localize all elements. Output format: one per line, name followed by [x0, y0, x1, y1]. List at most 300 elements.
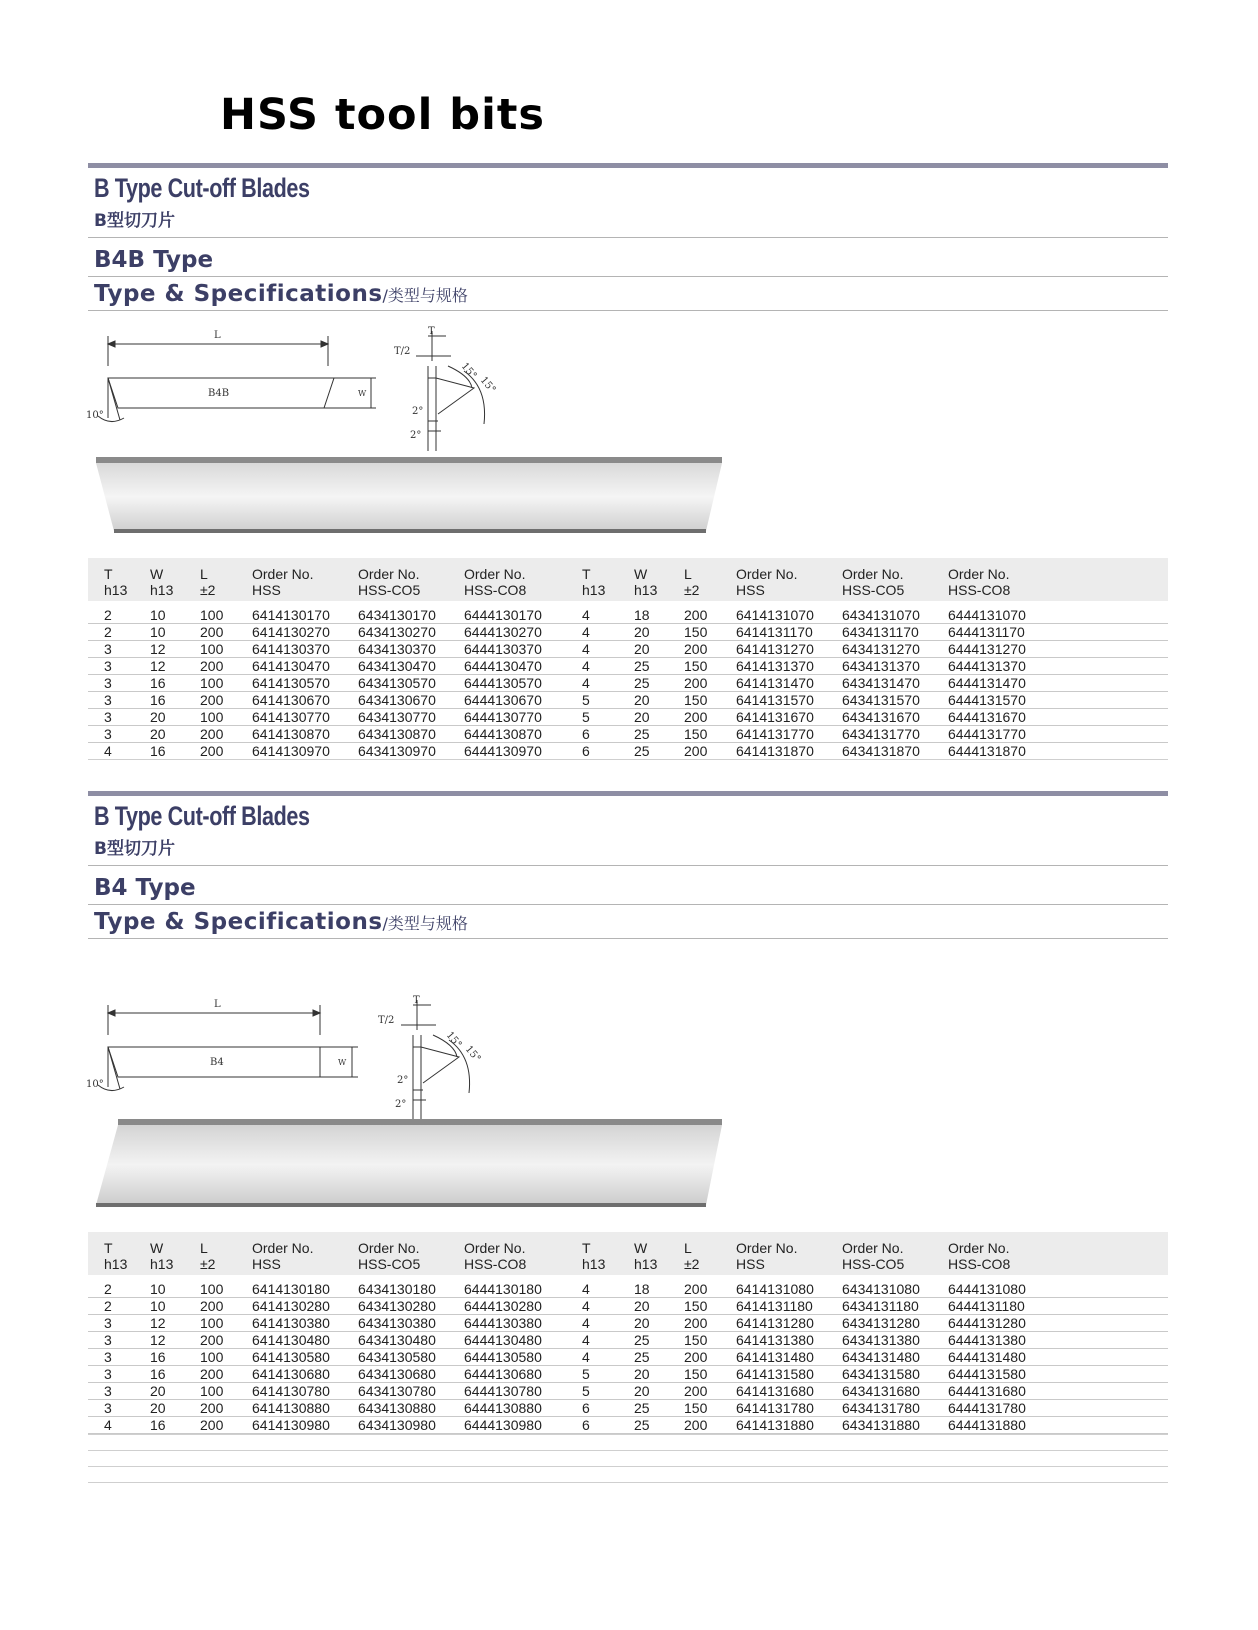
- table-cell: 4: [582, 1332, 634, 1349]
- table-cell: 100: [200, 1275, 252, 1298]
- table-cell: 100: [200, 1315, 252, 1332]
- dim-angle-d: 2°: [410, 430, 422, 441]
- table-cell: 3: [88, 658, 150, 675]
- table-cell: 4: [88, 1417, 150, 1434]
- table-cell: 3: [88, 1332, 150, 1349]
- table-cell: 20: [634, 1315, 684, 1332]
- table-row: [88, 1417, 1168, 1434]
- table-cell: 100: [200, 641, 252, 658]
- table-cell: 6444130580: [464, 1349, 582, 1366]
- table-cell: 10: [150, 1275, 200, 1298]
- column-header: [736, 558, 842, 601]
- table-cell: 6434130770: [358, 709, 464, 726]
- table-cell: 5: [582, 692, 634, 709]
- table-cell: 6414130270: [252, 624, 358, 641]
- table-cell: 4: [582, 1349, 634, 1366]
- column-header-line: h13: [634, 582, 658, 598]
- table-cell: 18: [634, 1275, 684, 1298]
- table-cell: 6444131280: [948, 1315, 1168, 1332]
- column-header-line: Order No.: [464, 1240, 526, 1256]
- spec-heading-cn: /类型与规格: [382, 286, 468, 305]
- table-cell: 12: [150, 1332, 200, 1349]
- table-cell: 150: [684, 692, 736, 709]
- column-header: [358, 1232, 464, 1275]
- table-cell: 4: [582, 1275, 634, 1298]
- table-cell: 20: [634, 1383, 684, 1400]
- table-cell: 6434130670: [358, 692, 464, 709]
- table-cell: 200: [684, 709, 736, 726]
- table-row: [88, 1275, 1168, 1298]
- table-row: [88, 709, 1168, 726]
- table-cell: 16: [150, 1417, 200, 1434]
- spec-heading: Type & Specifications/类型与规格: [94, 281, 468, 307]
- table-cell: 20: [634, 641, 684, 658]
- table-cell: 3: [88, 726, 150, 743]
- table-cell: 20: [150, 726, 200, 743]
- table-cell: 6414130880: [252, 1400, 358, 1417]
- divider: [88, 904, 1168, 905]
- table-cell: 200: [684, 675, 736, 692]
- divider: [88, 1450, 1168, 1451]
- dim-angle-a: 15°: [443, 1029, 464, 1051]
- table-cell: 6434131280: [842, 1315, 948, 1332]
- table-cell: 200: [200, 726, 252, 743]
- blade-photo: [94, 1117, 734, 1211]
- table-cell: 6444131780: [948, 1400, 1168, 1417]
- table-cell: 6444130370: [464, 641, 582, 658]
- column-header-line: h13: [150, 1256, 174, 1272]
- table-cell: 6414131580: [736, 1366, 842, 1383]
- column-header-line: T: [104, 566, 113, 582]
- column-header-line: W: [150, 566, 164, 582]
- column-header: [948, 1232, 1168, 1275]
- table-cell: 3: [88, 1400, 150, 1417]
- table-row: [88, 1298, 1168, 1315]
- table-cell: 6444131180: [948, 1298, 1168, 1315]
- table-cell: 3: [88, 692, 150, 709]
- column-header: [634, 558, 684, 601]
- table-cell: 20: [634, 692, 684, 709]
- column-header-line: L: [684, 566, 692, 582]
- table-cell: 4: [582, 624, 634, 641]
- table-row: [88, 1400, 1168, 1417]
- table-cell: 6444131770: [948, 726, 1168, 743]
- dim-angle-tip: 10°: [86, 410, 104, 421]
- column-header-line: HSS: [252, 1256, 281, 1272]
- table-cell: 6434131080: [842, 1275, 948, 1298]
- table-cell: 25: [634, 675, 684, 692]
- table-cell: 6444131470: [948, 675, 1168, 692]
- table-cell: 6444130280: [464, 1298, 582, 1315]
- table-cell: 6434131380: [842, 1332, 948, 1349]
- table-cell: 6434130680: [358, 1366, 464, 1383]
- table-cell: 6444130380: [464, 1315, 582, 1332]
- table-cell: 6414131880: [736, 1417, 842, 1434]
- column-header: [736, 1232, 842, 1275]
- section-title: B Type Cut-off Blades: [94, 173, 310, 203]
- table-cell: 10: [150, 1298, 200, 1315]
- table-cell: 6434131070: [842, 601, 948, 624]
- table-cell: 6434131780: [842, 1400, 948, 1417]
- divider: [88, 310, 1168, 311]
- table-cell: 6414131180: [736, 1298, 842, 1315]
- table-cell: 6414131380: [736, 1332, 842, 1349]
- table-cell: 6444130880: [464, 1400, 582, 1417]
- table-cell: 3: [88, 709, 150, 726]
- table-cell: 100: [200, 601, 252, 624]
- dim-angle-a: 15°: [458, 360, 479, 382]
- table-cell: 20: [150, 1383, 200, 1400]
- table-cell: 6434130280: [358, 1298, 464, 1315]
- section-title: B Type Cut-off Blades: [94, 801, 310, 831]
- table-cell: 2: [88, 601, 150, 624]
- table-cell: 200: [684, 1349, 736, 1366]
- table-cell: 5: [582, 1366, 634, 1383]
- table-cell: 6444131870: [948, 743, 1168, 760]
- column-header-line: Order No.: [842, 1240, 904, 1256]
- column-header: [252, 1232, 358, 1275]
- table-header: [88, 1232, 1168, 1275]
- table-cell: 6444130180: [464, 1275, 582, 1298]
- column-header-line: ±2: [200, 1256, 216, 1272]
- column-header: [634, 1232, 684, 1275]
- spec-table: [88, 1232, 1168, 1434]
- table-row: [88, 624, 1168, 641]
- column-header-line: W: [150, 1240, 164, 1256]
- table-cell: 6: [582, 1417, 634, 1434]
- column-header: [358, 558, 464, 601]
- table-cell: 150: [684, 658, 736, 675]
- column-header-line: HSS-CO8: [948, 1256, 1011, 1272]
- divider: [88, 865, 1168, 866]
- table-cell: 200: [200, 743, 252, 760]
- table-cell: 6434131870: [842, 743, 948, 760]
- table-cell: 6414130870: [252, 726, 358, 743]
- divider: [88, 1434, 1168, 1435]
- table-cell: 6434130780: [358, 1383, 464, 1400]
- table-cell: 6444130780: [464, 1383, 582, 1400]
- table-row: [88, 1332, 1168, 1349]
- table-cell: 5: [582, 1383, 634, 1400]
- table-cell: 6444131880: [948, 1417, 1168, 1434]
- table-cell: 12: [150, 658, 200, 675]
- divider: [88, 237, 1168, 238]
- table-row: [88, 726, 1168, 743]
- table-cell: 6444130270: [464, 624, 582, 641]
- table-cell: 100: [200, 1349, 252, 1366]
- table-cell: 6434130870: [358, 726, 464, 743]
- page-title: HSS tool bits: [220, 90, 545, 140]
- table-header: [88, 558, 1168, 601]
- table-row: [88, 658, 1168, 675]
- column-header: [582, 1232, 634, 1275]
- table-row: [88, 1349, 1168, 1366]
- table-row: [88, 692, 1168, 709]
- table-cell: 5: [582, 709, 634, 726]
- column-header-line: HSS: [736, 1256, 765, 1272]
- divider: [88, 1466, 1168, 1467]
- column-header-line: Order No.: [252, 1240, 314, 1256]
- table-cell: 6434130570: [358, 675, 464, 692]
- dim-label-part: B4: [210, 1057, 224, 1068]
- table-cell: 150: [684, 1332, 736, 1349]
- table-cell: 200: [200, 692, 252, 709]
- table-cell: 6414131270: [736, 641, 842, 658]
- table-cell: 25: [634, 726, 684, 743]
- table-cell: 6434130380: [358, 1315, 464, 1332]
- table-cell: 150: [684, 1298, 736, 1315]
- table-row: [88, 1366, 1168, 1383]
- table-cell: 6444131680: [948, 1383, 1168, 1400]
- column-header-line: Order No.: [842, 566, 904, 582]
- column-header-line: Order No.: [252, 566, 314, 582]
- spec-heading: Type & Specifications/类型与规格: [94, 909, 468, 935]
- table-cell: 6444130680: [464, 1366, 582, 1383]
- table-cell: 6434131270: [842, 641, 948, 658]
- table-cell: 20: [150, 709, 200, 726]
- table-cell: 6414131780: [736, 1400, 842, 1417]
- table-cell: 6414130480: [252, 1332, 358, 1349]
- divider: [88, 276, 1168, 277]
- dim-label-w: W: [338, 1058, 347, 1067]
- column-header-line: L: [684, 1240, 692, 1256]
- table-cell: 6414130670: [252, 692, 358, 709]
- table-cell: 20: [634, 1366, 684, 1383]
- table-cell: 6434131180: [842, 1298, 948, 1315]
- table-cell: 6414131280: [736, 1315, 842, 1332]
- table-cell: 200: [684, 1315, 736, 1332]
- column-header: [684, 1232, 736, 1275]
- table-cell: 20: [150, 1400, 200, 1417]
- table-cell: 16: [150, 675, 200, 692]
- dim-label-l: L: [214, 999, 221, 1010]
- table-cell: 200: [684, 1275, 736, 1298]
- table-cell: 6414130580: [252, 1349, 358, 1366]
- table-cell: 20: [634, 709, 684, 726]
- table-cell: 6434130470: [358, 658, 464, 675]
- dim-label-t: T: [413, 995, 420, 1006]
- blade-dimension-drawing: [86, 995, 516, 1120]
- table-cell: 200: [200, 624, 252, 641]
- table-cell: 6444131070: [948, 601, 1168, 624]
- table-cell: 6414131770: [736, 726, 842, 743]
- table-cell: 150: [684, 624, 736, 641]
- column-header: [88, 1232, 150, 1275]
- table-cell: 6444130770: [464, 709, 582, 726]
- table-cell: 6414130570: [252, 675, 358, 692]
- table-cell: 6: [582, 726, 634, 743]
- table-cell: 12: [150, 641, 200, 658]
- table-cell: 6414130780: [252, 1383, 358, 1400]
- column-header-line: HSS-CO8: [948, 582, 1011, 598]
- column-header-line: T: [104, 1240, 113, 1256]
- table-cell: 100: [200, 675, 252, 692]
- table-row: [88, 743, 1168, 760]
- table-cell: 6414130980: [252, 1417, 358, 1434]
- column-header-line: HSS: [252, 582, 281, 598]
- section-divider: [88, 791, 1168, 796]
- table-cell: 4: [582, 658, 634, 675]
- table-cell: 6414131670: [736, 709, 842, 726]
- column-header: [200, 558, 252, 601]
- table-cell: 20: [634, 1298, 684, 1315]
- table-cell: 6414131170: [736, 624, 842, 641]
- table-cell: 6444130170: [464, 601, 582, 624]
- column-header-line: h13: [582, 582, 606, 598]
- table-cell: 6414130280: [252, 1298, 358, 1315]
- table-cell: 100: [200, 1383, 252, 1400]
- table-body: [88, 1275, 1168, 1434]
- section-title-cn: B型切刀片: [94, 211, 175, 231]
- table-cell: 12: [150, 1315, 200, 1332]
- column-header-line: Order No.: [736, 566, 798, 582]
- column-header: [948, 558, 1168, 601]
- table-cell: 20: [634, 624, 684, 641]
- table-row: [88, 675, 1168, 692]
- divider: [88, 759, 1168, 760]
- table-cell: 6414131870: [736, 743, 842, 760]
- column-header: [842, 1232, 948, 1275]
- column-header: [464, 558, 582, 601]
- table-cell: 6434131370: [842, 658, 948, 675]
- table-cell: 6444130670: [464, 692, 582, 709]
- table-cell: 150: [684, 726, 736, 743]
- table-cell: 200: [200, 1332, 252, 1349]
- table-cell: 3: [88, 1383, 150, 1400]
- table-cell: 4: [582, 601, 634, 624]
- table-cell: 25: [634, 743, 684, 760]
- column-header: [150, 558, 200, 601]
- table-cell: 6434130980: [358, 1417, 464, 1434]
- table-cell: 6414131070: [736, 601, 842, 624]
- spec-table: [88, 558, 1168, 760]
- column-header-line: h13: [104, 1256, 128, 1272]
- table-cell: 6434130880: [358, 1400, 464, 1417]
- table-cell: 6434131670: [842, 709, 948, 726]
- table-cell: 25: [634, 1417, 684, 1434]
- dim-label-l: L: [214, 330, 221, 341]
- column-header: [252, 558, 358, 601]
- table-cell: 4: [88, 743, 150, 760]
- table-cell: 200: [684, 641, 736, 658]
- column-header-line: HSS-CO5: [358, 582, 421, 598]
- table-cell: 6444130870: [464, 726, 582, 743]
- table-cell: 6444130980: [464, 1417, 582, 1434]
- dim-angle-b: 15°: [462, 1043, 483, 1065]
- column-header-line: W: [634, 566, 648, 582]
- dim-angle-d: 2°: [395, 1099, 407, 1110]
- column-header-line: h13: [150, 582, 174, 598]
- dim-angle-c: 2°: [397, 1075, 409, 1086]
- table-row: [88, 1315, 1168, 1332]
- table-cell: 10: [150, 601, 200, 624]
- table-cell: 3: [88, 641, 150, 658]
- table-cell: 6444131670: [948, 709, 1168, 726]
- table-cell: 200: [684, 601, 736, 624]
- table-cell: 6414131470: [736, 675, 842, 692]
- table-cell: 200: [200, 1366, 252, 1383]
- table-cell: 150: [684, 1366, 736, 1383]
- column-header-line: Order No.: [464, 566, 526, 582]
- blade-dimension-drawing: [86, 326, 516, 451]
- column-header-line: ±2: [684, 1256, 700, 1272]
- table-cell: 6444130470: [464, 658, 582, 675]
- table-row: [88, 641, 1168, 658]
- table-cell: 16: [150, 692, 200, 709]
- table-cell: 18: [634, 601, 684, 624]
- table-cell: 6444130970: [464, 743, 582, 760]
- table-cell: 6434130270: [358, 624, 464, 641]
- table-cell: 6434131470: [842, 675, 948, 692]
- table-cell: 200: [684, 743, 736, 760]
- table-cell: 6444131570: [948, 692, 1168, 709]
- divider: [88, 1482, 1168, 1483]
- table-cell: 6444131370: [948, 658, 1168, 675]
- section-b4: [88, 791, 1168, 1441]
- table-cell: 6: [582, 743, 634, 760]
- table-cell: 6414130370: [252, 641, 358, 658]
- column-header: [464, 1232, 582, 1275]
- column-header-line: HSS-CO5: [358, 1256, 421, 1272]
- table-cell: 2: [88, 624, 150, 641]
- type-heading: B4B Type: [94, 247, 214, 273]
- table-cell: 4: [582, 675, 634, 692]
- divider: [88, 938, 1168, 939]
- table-cell: 4: [582, 641, 634, 658]
- column-header: [150, 1232, 200, 1275]
- table-cell: 6414130180: [252, 1275, 358, 1298]
- table-cell: 6434130370: [358, 641, 464, 658]
- column-header: [88, 558, 150, 601]
- dim-label-part: B4B: [208, 388, 230, 399]
- table-cell: 16: [150, 743, 200, 760]
- table-cell: 6434131570: [842, 692, 948, 709]
- table-cell: 200: [200, 1298, 252, 1315]
- dim-angle-c: 2°: [412, 406, 424, 417]
- column-header-line: Order No.: [948, 1240, 1010, 1256]
- table-cell: 150: [684, 1400, 736, 1417]
- table-cell: 25: [634, 1400, 684, 1417]
- column-header: [582, 558, 634, 601]
- table-cell: 6414131680: [736, 1383, 842, 1400]
- column-header-line: W: [634, 1240, 648, 1256]
- table-cell: 6434131580: [842, 1366, 948, 1383]
- table-cell: 6: [582, 1400, 634, 1417]
- table-cell: 6444130570: [464, 675, 582, 692]
- column-header-line: L: [200, 1240, 208, 1256]
- column-header-line: Order No.: [358, 1240, 420, 1256]
- table-cell: 6414130680: [252, 1366, 358, 1383]
- table-cell: 6444131580: [948, 1366, 1168, 1383]
- table-body: [88, 601, 1168, 760]
- table-cell: 6414130170: [252, 601, 358, 624]
- table-cell: 6414131570: [736, 692, 842, 709]
- table-cell: 6434130970: [358, 743, 464, 760]
- table-cell: 6414130470: [252, 658, 358, 675]
- table-cell: 6444131170: [948, 624, 1168, 641]
- column-header-line: h13: [104, 582, 128, 598]
- blade-photo: [94, 455, 734, 535]
- table-row: [88, 1383, 1168, 1400]
- column-header: [684, 558, 736, 601]
- table-cell: 6434131480: [842, 1349, 948, 1366]
- table-cell: 6434130180: [358, 1275, 464, 1298]
- table-cell: 200: [684, 1383, 736, 1400]
- table-cell: 6434131680: [842, 1383, 948, 1400]
- table-cell: 6434130170: [358, 601, 464, 624]
- column-header-line: h13: [582, 1256, 606, 1272]
- column-header-line: ±2: [684, 582, 700, 598]
